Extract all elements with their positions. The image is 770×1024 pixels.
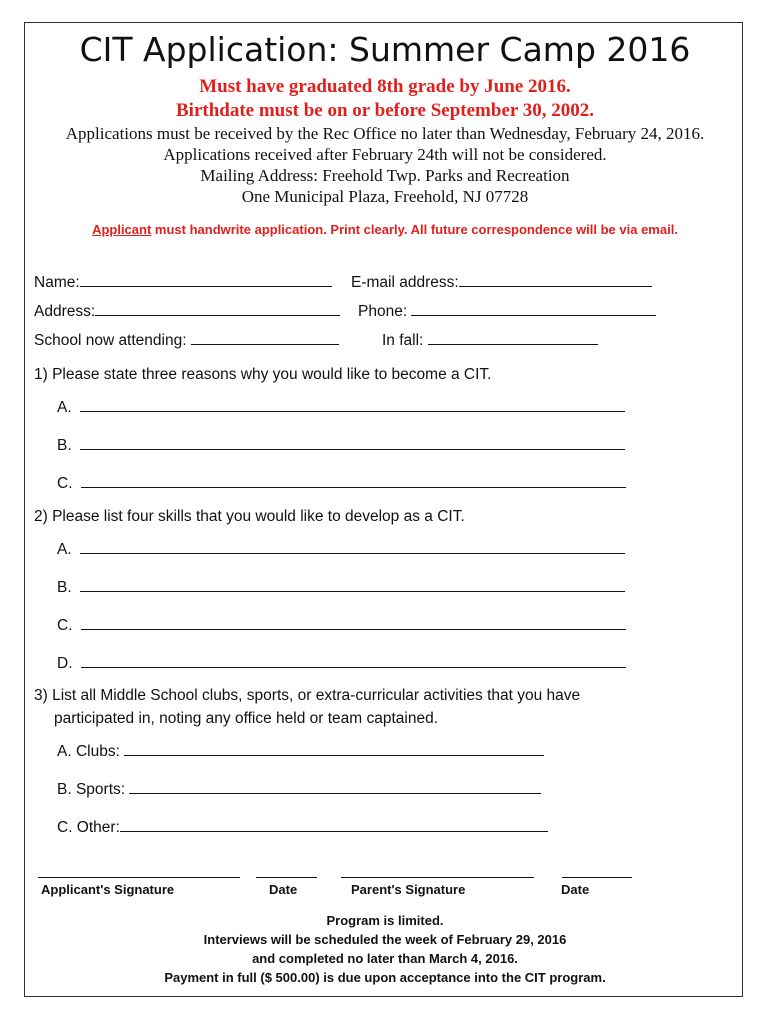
q1-answer-a[interactable] — [57, 397, 625, 417]
question-3-line1: 3) List all Middle School clubs, sports, or extra-curricular activities that you have — [34, 687, 581, 704]
question-3-line2: participated in, noting any office held or team captained. — [54, 710, 439, 727]
applicant-date-line[interactable] — [256, 877, 317, 878]
other-label: C. Other: — [57, 819, 120, 836]
q1-answer-b[interactable] — [57, 435, 625, 455]
q1-label-a: A. — [57, 399, 72, 416]
address-label: Address: — [34, 303, 96, 320]
fall-label: In fall: — [382, 332, 428, 349]
address-field[interactable] — [34, 301, 340, 321]
q2-label-d: D. — [57, 655, 73, 672]
applicant-signature-line[interactable] — [38, 877, 240, 878]
sports-label: B. Sports: — [57, 781, 130, 798]
footer-payment: Payment in full ($ 500.00) is due upon acceptance into the CIT program. — [164, 970, 606, 985]
q2-line-c[interactable] — [81, 615, 626, 630]
email-input-line[interactable] — [459, 272, 652, 287]
address-input-line[interactable] — [95, 301, 340, 316]
requirement-graduation: Must have graduated 8th grade by June 2016. — [199, 76, 571, 97]
applicant-signature-label: Applicant's Signature — [41, 882, 175, 897]
q2-label-b: B. — [57, 579, 72, 596]
sports-input-line[interactable] — [129, 779, 541, 794]
q2-answer-a[interactable] — [57, 539, 625, 559]
clubs-label: A. Clubs: — [57, 743, 125, 760]
applicant-date-label: Date — [269, 882, 298, 897]
name-field[interactable] — [34, 272, 332, 292]
fall-field[interactable] — [382, 330, 598, 350]
school-field[interactable] — [34, 330, 339, 350]
q1-answer-c[interactable] — [57, 473, 626, 493]
q2-line-d[interactable] — [81, 653, 626, 668]
applicant-emphasis: Applicant — [92, 222, 152, 237]
email-label: E-mail address: — [351, 274, 459, 291]
deadline-text: Applications must be received by the Rec Office no later than Wednesday, February 24, 2016. — [65, 124, 705, 143]
late-notice-text: Applications received after February 24th will not be considered. — [163, 145, 607, 164]
parent-date-label: Date — [561, 882, 590, 897]
phone-label: Phone: — [358, 303, 412, 320]
parent-signature-line[interactable] — [341, 877, 534, 878]
email-field[interactable] — [351, 272, 652, 292]
footer-program-limited: Program is limited. — [326, 913, 444, 928]
q2-line-b[interactable] — [80, 577, 625, 592]
parent-date-line[interactable] — [562, 877, 632, 878]
phone-field[interactable] — [358, 301, 656, 321]
question-1: 1) Please state three reasons why you would like to become a CIT. — [34, 366, 492, 383]
name-input-line[interactable] — [80, 272, 332, 287]
parent-signature-label: Parent's Signature — [351, 882, 466, 897]
q1-line-c[interactable] — [81, 473, 626, 488]
q2-answer-c[interactable] — [57, 615, 626, 635]
requirement-birthdate: Birthdate must be on or before September 30, 2002. — [176, 100, 594, 121]
q2-label-a: A. — [57, 541, 72, 558]
q1-label-c: C. — [57, 475, 73, 492]
other-input-line[interactable] — [120, 817, 548, 832]
fall-input-line[interactable] — [428, 330, 598, 345]
other-field[interactable] — [57, 817, 548, 837]
clubs-field[interactable] — [57, 741, 544, 761]
q1-label-b: B. — [57, 437, 72, 454]
school-label: School now attending: — [34, 332, 191, 349]
handwrite-notice — [0, 222, 770, 237]
question-2: 2) Please list four skills that you would like to develop as a CIT. — [34, 508, 465, 525]
q1-line-a[interactable] — [80, 397, 625, 412]
mailing-address-line1: Mailing Address: Freehold Twp. Parks and Recreation — [200, 166, 570, 185]
page-title: CIT Application: Summer Camp 2016 — [79, 30, 691, 69]
name-label: Name: — [34, 274, 80, 291]
q1-line-b[interactable] — [80, 435, 625, 450]
handwrite-notice-text: must handwrite application. Print clearly. All future correspondence will be via email. — [151, 222, 678, 237]
q2-answer-b[interactable] — [57, 577, 625, 597]
footer-completion: and completed no later than March 4, 2016. — [252, 951, 518, 966]
school-input-line[interactable] — [191, 330, 339, 345]
mailing-address-line2: One Municipal Plaza, Freehold, NJ 07728 — [241, 187, 529, 206]
footer-interviews: Interviews will be scheduled the week of February 29, 2016 — [203, 932, 567, 947]
sports-field[interactable] — [57, 779, 541, 799]
q2-line-a[interactable] — [80, 539, 625, 554]
phone-input-line[interactable] — [411, 301, 656, 316]
clubs-input-line[interactable] — [124, 741, 544, 756]
q2-answer-d[interactable] — [57, 653, 626, 673]
q2-label-c: C. — [57, 617, 73, 634]
